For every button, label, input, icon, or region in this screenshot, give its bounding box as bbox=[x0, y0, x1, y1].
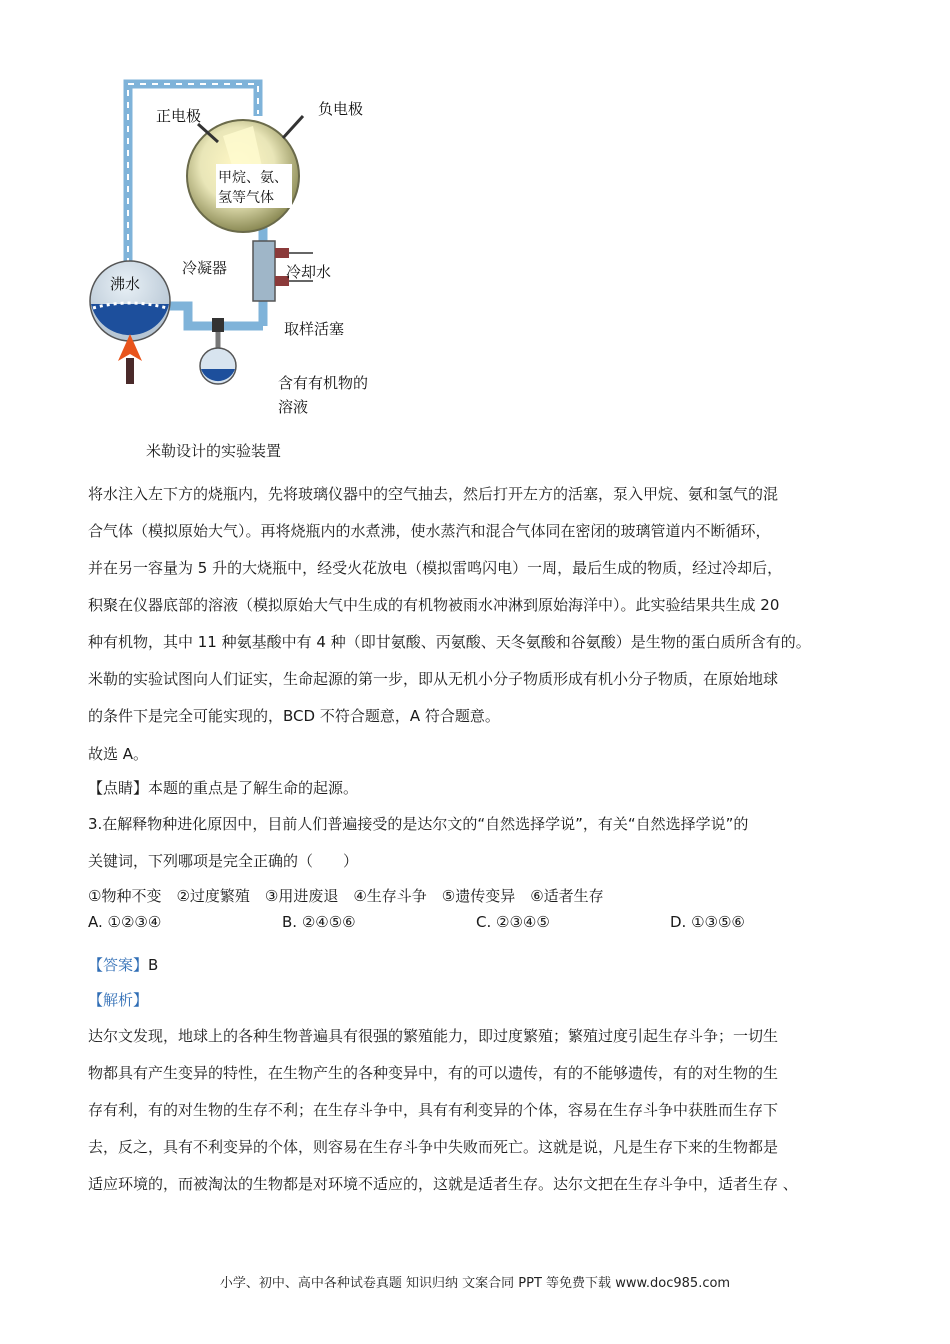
choose-answer: 故选 A。 bbox=[88, 745, 149, 763]
miller-apparatus-figure bbox=[88, 76, 408, 421]
label-solution-line1: 含有有机物的 bbox=[278, 374, 369, 392]
explanation-line: 将水注入左下方的烧瓶内，先将玻璃仪器中的空气抽去，然后打开左方的活塞，泵入甲烷、氨和氢气的混 bbox=[88, 485, 779, 503]
analysis-line: 物都具有产生变异的特性，在生物产生的各种变异中，有的可以遗传，有的不能够遗传，有的对生物的生 bbox=[88, 1064, 779, 1082]
page-footer: 小学、初中、高中各种试卷真题 知识归纳 文案合同 PPT 等免费下载 www.doc985.com bbox=[219, 1276, 731, 1291]
label-boiling-water: 沸水 bbox=[110, 275, 141, 293]
explanation-line: 积聚在仪器底部的溶液（模拟原始大气中生成的有机物被雨水冲淋到原始海洋中）。此实验结果共生成 20 bbox=[88, 596, 780, 614]
analysis-line: 去，反之，具有不利变异的个体，则容易在生存斗争中失败而死亡。这就是说，凡是生存下来的生物都是 bbox=[88, 1138, 779, 1156]
label-cooling-water: 冷却水 bbox=[286, 263, 332, 281]
figure-caption: 米勒设计的实验装置 bbox=[146, 442, 282, 460]
question-line: 关键词，下列哪项是完全正确的（ ） bbox=[88, 852, 359, 870]
explanation-line: 种有机物，其中 11 种氨基酸中有 4 种（即甘氨酸、丙氨酸、天冬氨酸和谷氨酸）是生物的蛋白质所含有的。 bbox=[88, 633, 811, 651]
point-note: 【点睛】本题的重点是了解生命的起源。 bbox=[88, 779, 359, 797]
option-b: B. ②④⑤⑥ bbox=[282, 913, 356, 931]
label-gas-line1: 甲烷、氨、 bbox=[218, 170, 288, 186]
explanation-line: 合气体（模拟原始大气）。再将烧瓶内的水煮沸，使水蒸汽和混合气体同在密闭的玻璃管道内不断循环， bbox=[88, 522, 771, 540]
analysis-line: 适应环境的，而被淘汰的生物都是对环境不适应的，这就是适者生存。达尔文把在生存斗争中，适者生存 、 bbox=[88, 1175, 798, 1193]
question-items: ①物种不变 ②过度繁殖 ③用进废退 ④生存斗争 ⑤遗传变异 ⑥适者生存 bbox=[88, 887, 604, 905]
label-sampling-valve: 取样活塞 bbox=[284, 320, 345, 338]
analysis-line: 达尔文发现，地球上的各种生物普遍具有很强的繁殖能力，即过度繁殖；繁殖过度引起生存斗争；一切生 bbox=[88, 1027, 779, 1045]
label-positive-electrode: 正电极 bbox=[156, 107, 202, 125]
question-3 bbox=[88, 806, 908, 880]
question-line: 3.在解释物种进化原因中，目前人们普遍接受的是达尔文的“自然选择学说”，有关“自然选择学说”的 bbox=[88, 815, 749, 833]
analysis-paragraph bbox=[88, 1018, 908, 1203]
answer-line bbox=[88, 947, 908, 984]
explanation-line: 并在另一容量为 5 升的大烧瓶中，经受火花放电（模拟雷鸣闪电）一周，最后生成的物质，经过冷却后， bbox=[88, 559, 783, 577]
label-condenser: 冷凝器 bbox=[182, 259, 228, 277]
answer-label: 【答案】 bbox=[88, 956, 149, 974]
label-solution-line2: 溶液 bbox=[278, 398, 309, 416]
option-c: C. ②③④⑤ bbox=[476, 913, 550, 931]
label-gas-line2: 氢等气体 bbox=[218, 190, 274, 206]
explanation-line: 米勒的实验试图向人们证实，生命起源的第一步，即从无机小分子物质形成有机小分子物质，在原始地球 bbox=[88, 670, 779, 688]
condenser bbox=[253, 241, 275, 301]
explanation-paragraph bbox=[88, 476, 908, 735]
answer-value: B bbox=[148, 956, 159, 974]
apparatus-diagram bbox=[88, 76, 408, 421]
label-negative-electrode: 负电极 bbox=[318, 100, 364, 118]
analysis-label: 【解析】 bbox=[88, 991, 149, 1009]
explanation-line: 的条件下是完全可能实现的，BCD 不符合题意，A 符合题意。 bbox=[88, 707, 500, 725]
negative-electrode-rod bbox=[283, 116, 303, 138]
option-d: D. ①③⑤⑥ bbox=[670, 913, 745, 931]
sampling-valve bbox=[212, 318, 224, 332]
option-a: A. ①②③④ bbox=[88, 913, 162, 931]
analysis-line: 存有利，有的对生物的生存不利；在生存斗争中，具有有利变异的个体，容易在生存斗争中获胜而生存下 bbox=[88, 1101, 779, 1119]
